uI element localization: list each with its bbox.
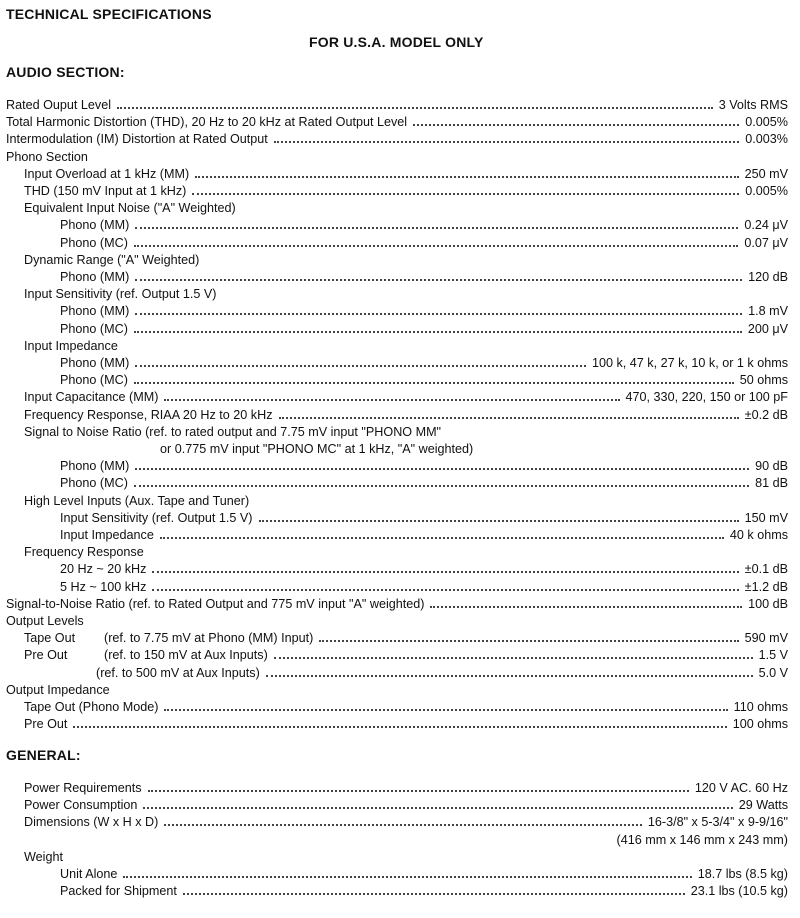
spec-row [24, 424, 788, 440]
spec-label: Signal to Noise Ratio (ref. to rated output and 7.75 mV input "PHONO MM" [24, 424, 442, 439]
spec-row [6, 613, 788, 629]
spec-label: Total Harmonic Distortion (THD), 20 Hz to 20 kHz at Rated Output Level [6, 115, 408, 130]
spec-value: 590 mV [744, 631, 788, 646]
dot-leader [259, 519, 739, 522]
spec-label: Rated Ouput Level [6, 98, 112, 112]
spec-label: Phono (MM) [60, 356, 130, 370]
spec-label: Input Sensitivity (ref. Output 1.5 V) [24, 287, 217, 302]
spec-value: 29 Watts [738, 798, 788, 813]
spec-value: 0.005% [745, 115, 788, 130]
spec-row [24, 849, 788, 865]
dot-leader [195, 175, 738, 178]
spec-label: Dimensions (W x H x D) [24, 815, 159, 830]
spec-label: Tape Out (Phono Mode) [24, 700, 159, 714]
spec-label: THD (150 mV Input at 1 kHz) [24, 184, 187, 198]
spec-label: Unit Alone [60, 867, 118, 881]
page-title: TECHNICAL SPECIFICATIONS [6, 6, 212, 22]
spec-label: Input Impedance [24, 338, 118, 353]
spec-row [24, 647, 788, 663]
dot-leader [152, 588, 738, 591]
spec-value: 50 ohms [739, 373, 788, 388]
spec-label: Packed for Shipment [60, 884, 177, 899]
spec-value: 3 Volts RMS [718, 98, 788, 112]
spec-label: Intermodulation (IM) Distortion at Rated Output [6, 132, 268, 147]
spec-row [60, 883, 788, 899]
dot-leader [183, 892, 685, 895]
spec-value: 23.1 lbs (10.5 kg) [690, 884, 788, 899]
dot-leader [266, 674, 753, 677]
spec-row [60, 510, 788, 526]
spec-label: Dynamic Range ("A" Weighted) [24, 252, 200, 267]
dot-leader [164, 708, 727, 711]
audio-section-heading: AUDIO SECTION: [6, 64, 125, 80]
spec-value: 0.07 μV [744, 235, 788, 250]
dot-leader [279, 416, 739, 419]
spec-label: High Level Inputs (Aux. Tape and Tuner) [24, 493, 250, 508]
spec-row [60, 475, 788, 491]
spec-label: (ref. to 500 mV at Aux Inputs) [96, 665, 260, 680]
spec-value: 150 mV [744, 510, 788, 525]
spec-row [60, 235, 788, 251]
dot-leader [134, 381, 734, 384]
spec-label: Input Capacitance (MM) [24, 390, 159, 405]
dot-leader [135, 312, 742, 315]
spec-condition: (ref. to 7.75 mV at Phono (MM) Input) [104, 631, 314, 646]
spec-label: Pre Out [24, 648, 68, 663]
spec-row [24, 797, 788, 813]
dot-leader [73, 725, 726, 728]
spec-value: 100 dB [748, 596, 788, 611]
dot-leader [430, 605, 742, 608]
spec-row [60, 372, 788, 388]
spec-label: Phono (MC) [60, 373, 128, 388]
spec-label: 5 Hz ~ 100 kHz [60, 579, 147, 594]
spec-row [24, 286, 788, 302]
spec-value: 0.003% [745, 132, 788, 147]
spec-label: Phono (MC) [60, 476, 128, 491]
page-subtitle: FOR U.S.A. MODEL ONLY [309, 34, 484, 50]
spec-row [24, 630, 788, 646]
dot-leader [135, 364, 586, 367]
dot-leader [152, 570, 738, 573]
spec-value: 100 ohms [732, 717, 788, 732]
spec-value: 250 mV [744, 166, 788, 181]
dot-leader [274, 140, 739, 143]
dot-leader [143, 806, 732, 809]
spec-value: 120 V AC. 60 Hz [694, 781, 788, 795]
spec-row [24, 200, 788, 216]
spec-label: Weight [24, 849, 63, 864]
dot-leader [134, 244, 738, 247]
spec-value: 90 dB [755, 459, 788, 474]
dot-leader [164, 398, 619, 401]
dot-leader [117, 106, 713, 109]
spec-row [24, 338, 788, 354]
spec-value: ±0.1 dB [744, 562, 788, 577]
spec-value: 110 ohms [733, 700, 788, 714]
spec-value: ±1.2 dB [744, 579, 788, 594]
spec-value: 18.7 lbs (8.5 kg) [697, 867, 788, 881]
spec-row [24, 544, 788, 560]
dot-leader [134, 330, 742, 333]
spec-row [60, 355, 788, 371]
spec-label: Pre Out [24, 717, 68, 732]
spec-label: Input Sensitivity (ref. Output 1.5 V) [60, 510, 253, 525]
spec-row [60, 321, 788, 337]
general-section-heading: GENERAL: [6, 747, 81, 763]
spec-value: 470, 330, 220, 150 or 100 pF [625, 390, 788, 405]
spec-label: or 0.775 mV input "PHONO MC" at 1 kHz, "A" weighted) [160, 442, 474, 456]
spec-value: 1.8 mV [748, 304, 788, 319]
spec-value: 120 dB [748, 270, 788, 284]
spec-value: 200 μV [747, 321, 788, 336]
spec-row [60, 866, 788, 882]
dot-leader [135, 467, 749, 470]
spec-label: Phono (MM) [60, 218, 130, 233]
spec-condition: (ref. to 150 mV at Aux Inputs) [104, 648, 268, 663]
spec-value: 40 k ohms [729, 528, 788, 542]
dot-leader [274, 656, 752, 659]
spec-row [24, 252, 788, 268]
spec-value: 0.24 μV [744, 218, 788, 233]
spec-row [6, 832, 788, 848]
spec-value: (416 mm x 146 mm x 243 mm) [616, 832, 788, 847]
dot-leader [123, 875, 691, 878]
spec-label: Power Requirements [24, 781, 142, 795]
spec-label: Output Levels [6, 614, 84, 628]
dot-leader [134, 484, 749, 487]
spec-row [60, 527, 788, 543]
spec-row [60, 561, 788, 577]
spec-label: Signal-to-Noise Ratio (ref. to Rated Output and 775 mV input "A" weighted) [6, 596, 425, 611]
spec-label: Output Impedance [6, 682, 110, 697]
spec-label: Tape Out [24, 631, 76, 646]
spec-row [6, 682, 788, 698]
spec-value: ±0.2 dB [744, 407, 788, 422]
dot-leader [148, 789, 689, 792]
spec-label: 20 Hz ~ 20 kHz [60, 562, 147, 577]
spec-value: 100 k, 47 k, 27 k, 10 k, or 1 k ohms [591, 356, 788, 370]
spec-label: Input Overload at 1 kHz (MM) [24, 166, 190, 181]
spec-label: Phono Section [6, 149, 88, 164]
spec-label: Phono (MC) [60, 321, 128, 336]
dot-leader [135, 278, 742, 281]
spec-row [6, 149, 788, 165]
dot-leader [319, 639, 738, 642]
spec-row [60, 458, 788, 474]
spec-row [24, 814, 788, 830]
dot-leader [164, 823, 642, 826]
spec-value: 5.0 V [758, 665, 788, 680]
spec-label: Phono (MC) [60, 235, 128, 250]
spec-row [160, 441, 788, 457]
dot-leader [413, 123, 739, 126]
spec-label: Input Impedance [60, 528, 154, 542]
spec-row [24, 699, 788, 715]
spec-label: Phono (MM) [60, 270, 130, 284]
spec-row [24, 780, 788, 796]
spec-label: Power Consumption [24, 798, 138, 813]
spec-row [24, 183, 788, 199]
spec-row [60, 269, 788, 285]
spec-row [24, 716, 788, 732]
spec-label: Frequency Response, RIAA 20 Hz to 20 kHz [24, 407, 273, 422]
dot-leader [160, 536, 724, 539]
spec-label: Frequency Response [24, 545, 144, 560]
spec-label: Phono (MM) [60, 459, 130, 474]
dot-leader [192, 192, 739, 195]
spec-row [60, 303, 788, 319]
spec-row [24, 166, 788, 182]
spec-value: 16-3/8" x 5-3/4" x 9-9/16" [647, 815, 788, 830]
spec-value: 1.5 V [758, 648, 788, 663]
spec-label: Equivalent Input Noise ("A" Weighted) [24, 201, 236, 216]
spec-row [6, 114, 788, 130]
spec-value: 0.005% [745, 184, 788, 198]
spec-row [24, 407, 788, 423]
spec-row [60, 579, 788, 595]
spec-row [6, 131, 788, 147]
spec-row [96, 665, 788, 681]
spec-row [6, 596, 788, 612]
spec-value: 81 dB [755, 476, 788, 491]
spec-row [24, 389, 788, 405]
spec-row [24, 493, 788, 509]
spec-label: Phono (MM) [60, 304, 130, 319]
spec-row [60, 217, 788, 233]
dot-leader [135, 226, 738, 229]
spec-row [6, 97, 788, 113]
